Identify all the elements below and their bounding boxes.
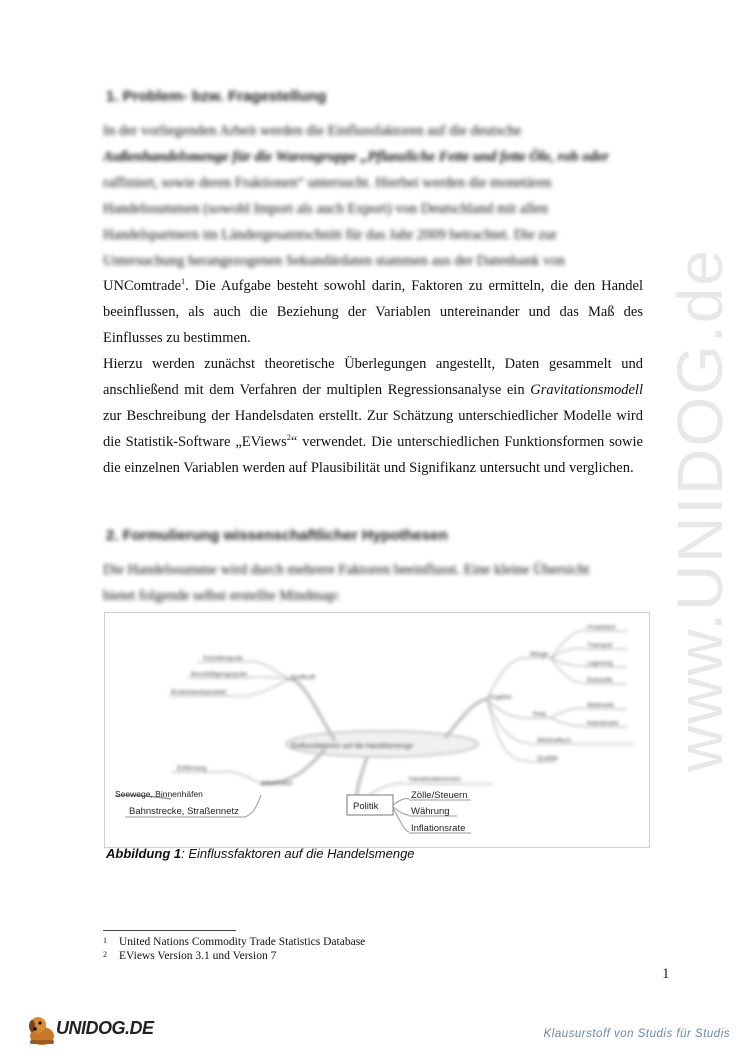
footnote-text: EViews Version 3.1 und Version 7	[119, 950, 277, 962]
mindmap-label: Produktion	[587, 625, 616, 631]
blurred-line: Handelssummen (sowohl Import als auch Export) von Deutschland mit allen	[103, 201, 548, 217]
mindmap-politik: Politik	[353, 801, 379, 812]
section-2-blurred-paragraph	[103, 557, 643, 609]
mindmap-label: Handelsabkommen	[409, 777, 461, 783]
paragraph-1: UNComtrade$^1$. Die Aufgabe besteht sowohl darin, Faktoren zu ermitteln, die den Handel beeinflussen, als auch die Beziehung der Variablen untereinander und das Maß des Einflusses zu bestimmen.	[103, 277, 643, 346]
mindmap-label: Inlandmarkt	[587, 721, 619, 727]
logo-text: UNIDOG.DE	[56, 1018, 154, 1038]
mindmap-label-bahnstrecke: Bahnstrecke, Straßennetz	[129, 806, 239, 817]
mindmap-label-waehrung: Währung	[411, 806, 450, 817]
footnote-2	[103, 950, 276, 962]
mindmap-label: Preis	[533, 712, 547, 718]
mindmap-label: Transport	[587, 643, 613, 649]
mindmap-label: Menge	[530, 652, 549, 658]
footnote-1	[103, 936, 365, 948]
mindmap-label: Qualität	[537, 756, 558, 762]
mindmap-label: Wechselkurs	[537, 738, 572, 744]
mindmap-label: Lagerung	[587, 661, 613, 667]
mindmap-label: Kaufkraft	[291, 675, 316, 681]
italic-term: Gravitationsmodell	[530, 382, 643, 398]
dog-icon	[24, 1012, 60, 1048]
mindmap-label-seewege: Seewege, Binnenhäfen	[115, 789, 203, 799]
footnote-number: 2	[103, 950, 107, 959]
mindmap-label: Angebot	[489, 695, 512, 701]
footnote-divider	[103, 930, 236, 931]
mindmap-label: Beschäftigungsquote	[191, 672, 248, 678]
mindmap-label: Schuldenquote	[203, 656, 244, 662]
footnote-ref-1: 1	[181, 277, 186, 287]
figure-caption	[106, 846, 415, 861]
footnote-number: 1	[103, 936, 107, 945]
mindmap-label-inflation: Inflationsrate	[411, 823, 466, 834]
blurred-line: In der vorliegenden Arbeit werden die Einflussfaktoren auf die deutsche	[103, 123, 522, 139]
footer-slogan: Klausurstoff von Studis für Studis	[543, 1028, 730, 1040]
mindmap-svg	[105, 613, 649, 847]
section-1-visible-text	[103, 273, 643, 481]
mindmap-label-zoelle: Zölle/Steuern	[411, 790, 468, 801]
mindmap-center: Einflussfaktoren auf die Handelsmenge	[291, 743, 413, 750]
watermark	[640, 248, 750, 772]
mindmap-label: Entfernung	[177, 766, 207, 772]
blurred-line: Außenhandelsmenge für die Warengruppe „Pflanzliche Fette und fette Öle, roh oder	[103, 149, 609, 165]
mindmap-label: Bruttoinlandsprodukt	[171, 690, 227, 696]
blurred-line: bietet folgende selbst erstellte Mindmap:	[103, 588, 340, 604]
blurred-line: Untersuchung herangezogenen Sekundärdaten stammen aus der Datenbank von	[103, 253, 565, 269]
watermark-text: www.UNIDOG.de	[664, 248, 736, 772]
mindmap-label: Rohstoffe	[587, 678, 613, 684]
mindmap-label: Weltmarkt	[587, 703, 614, 709]
section-1-heading: 1. Problem- bzw. Fragestellung	[106, 88, 327, 105]
section-2-heading: 2. Formulierung wissenschaftlicher Hypothesen	[106, 527, 448, 544]
mindmap-label: Infrastruktur	[261, 781, 294, 787]
paragraph-2: Hierzu werden zunächst theoretische Überlegungen angestellt, Daten gesammelt und anschließend mit dem Verfahren der multiplen Regressionsanalyse ein Gravitationsmodell zur Beschreibung der Handelsdaten erstellt. Zur Schätzung unterschiedlicher Modelle wird die Statistik-Software „EViews$^2$“ verwendet. Die unterschiedlichen Funktionsformen sowie die einzelnen Variablen werden auf Plausibilität und Signifikanz untersucht und verglichen.	[103, 356, 643, 476]
section-1-blurred-paragraph	[103, 118, 643, 274]
page-number: 1	[662, 966, 670, 982]
blurred-line: Handelspartnern im Ländergesamtschnitt für das Jahr 2009 betrachtet. Die zur	[103, 227, 557, 243]
footnote-ref-2: 2	[286, 433, 291, 443]
footnote-text: United Nations Commodity Trade Statistics Database	[119, 936, 366, 948]
blurred-line: Die Handelssumme wird durch mehrere Faktoren beeinflusst. Eine kleine Übersicht	[103, 562, 590, 578]
mindmap-figure	[104, 612, 650, 848]
caption-label: Abbildung 1	[106, 846, 182, 861]
caption-text: : Einflussfaktoren auf die Handelsmenge	[181, 846, 415, 861]
blurred-line: raffiniert, sowie deren Fraktionen“ untersucht. Hierbei werden die monetären	[103, 175, 552, 191]
